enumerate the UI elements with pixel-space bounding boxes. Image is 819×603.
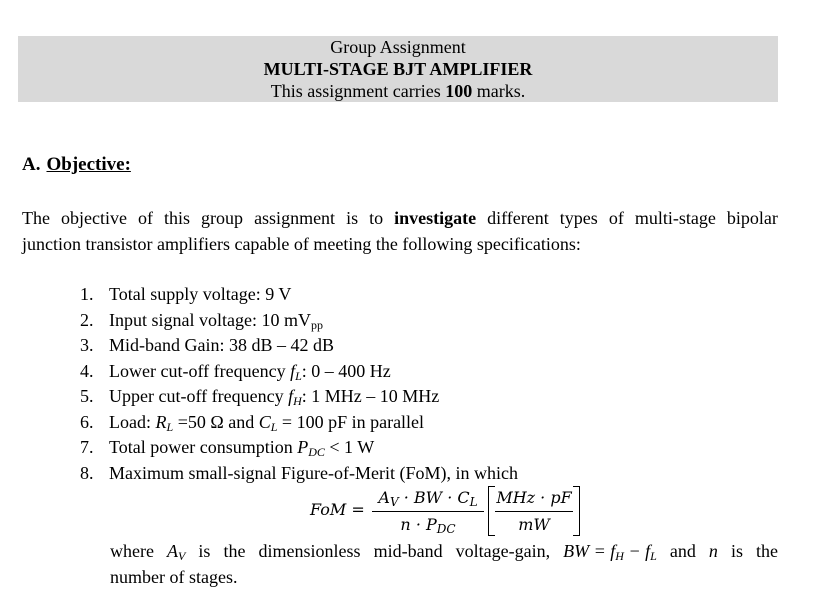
intro-word: group bbox=[201, 208, 244, 228]
spec-text-part: Lower cut-off frequency bbox=[109, 360, 291, 381]
subscript: V bbox=[389, 495, 399, 509]
spec-text bbox=[109, 410, 424, 436]
spec-text-part: : 0 – 400 Hz bbox=[301, 360, 391, 381]
subscript: L bbox=[270, 419, 278, 434]
intro-word: different bbox=[487, 208, 549, 228]
bracket-corner bbox=[489, 535, 495, 536]
spec-text-part: Upper cut-off frequency bbox=[109, 386, 289, 406]
spec-text bbox=[109, 435, 374, 461]
subscript: H bbox=[615, 549, 624, 563]
math-variable: P bbox=[297, 437, 309, 457]
unit-denominator: mW bbox=[518, 515, 550, 534]
intro-emphasis-word: investigate bbox=[394, 208, 477, 228]
intro-word: bipolar bbox=[726, 208, 778, 228]
subscript: V bbox=[178, 549, 186, 563]
list-item bbox=[80, 282, 780, 308]
intro-word: to bbox=[369, 208, 384, 228]
spec-text-part: : 1 MHz – 10 MHz bbox=[301, 386, 440, 406]
where-word: mid-band bbox=[373, 541, 443, 561]
spec-text-part: =50 Ω and bbox=[173, 411, 259, 432]
list-item bbox=[80, 333, 780, 359]
subscript: L bbox=[295, 368, 302, 383]
spec-text: Maximum small-signal Figure-of-Merit (FoM), in which bbox=[109, 462, 518, 483]
intro-word: assignment bbox=[254, 208, 336, 228]
marks-value: 100 bbox=[445, 81, 473, 101]
list-item bbox=[80, 308, 780, 334]
subscript: H bbox=[293, 394, 302, 408]
section-title: Objective: bbox=[46, 154, 131, 175]
math-variable: n bbox=[708, 541, 718, 561]
where-math bbox=[167, 538, 185, 564]
spec-text bbox=[109, 384, 439, 410]
bracket-corner bbox=[573, 535, 579, 536]
unit-numerator: MHz · pF bbox=[496, 488, 572, 507]
list-item bbox=[80, 435, 780, 461]
specification-list bbox=[80, 282, 780, 486]
where-paragraph bbox=[110, 538, 778, 590]
where-word: voltage-gain, bbox=[455, 541, 551, 561]
header-subtitle: Group Assignment bbox=[330, 37, 466, 57]
spec-text-part: = 100 pF in parallel bbox=[277, 411, 425, 432]
spec-text: Mid-band Gain: 38 dB – 42 dB bbox=[109, 335, 334, 355]
math-variable: C bbox=[457, 488, 470, 507]
header-title: MULTI-STAGE BJT AMPLIFIER bbox=[263, 59, 533, 79]
fraction-bar bbox=[495, 511, 573, 512]
assignment-header bbox=[18, 36, 778, 102]
subscript: L bbox=[166, 419, 174, 434]
spec-text-part: < 1 W bbox=[324, 437, 375, 457]
intro-line-1 bbox=[22, 205, 778, 231]
list-item bbox=[80, 461, 780, 487]
intro-word: multi-stage bbox=[634, 208, 716, 228]
intro-word: types bbox=[559, 208, 598, 228]
section-heading bbox=[22, 154, 131, 176]
list-number: 2. bbox=[80, 309, 94, 330]
bracket-corner bbox=[573, 486, 579, 487]
list-item bbox=[80, 384, 780, 410]
list-number: 7. bbox=[80, 437, 94, 457]
list-item bbox=[80, 410, 780, 436]
intro-word: The bbox=[22, 208, 50, 228]
marks-suffix: marks. bbox=[472, 81, 526, 101]
list-number: 5. bbox=[80, 386, 94, 406]
where-word: and bbox=[669, 541, 696, 561]
spec-text-part: Load: bbox=[109, 411, 156, 432]
list-item bbox=[80, 359, 780, 385]
where-word: is bbox=[730, 541, 743, 561]
where-math bbox=[563, 538, 657, 564]
math-variable: C bbox=[258, 411, 271, 432]
math-variable: A bbox=[167, 541, 179, 561]
formula-numerator bbox=[372, 486, 484, 510]
where-word: dimensionless bbox=[258, 541, 361, 561]
intro-word: of bbox=[608, 208, 624, 228]
subscript: DC bbox=[436, 522, 456, 536]
list-number: 1. bbox=[80, 284, 94, 304]
intro-word: is bbox=[346, 208, 359, 228]
list-number: 3. bbox=[80, 335, 94, 355]
list-number: 4. bbox=[80, 360, 94, 381]
formula-lhs: FoM = bbox=[310, 500, 365, 519]
subscript: pp bbox=[310, 317, 323, 332]
math-term: − f bbox=[623, 541, 651, 561]
where-word: the bbox=[756, 541, 778, 561]
unit-brackets bbox=[488, 486, 580, 536]
subscript: L bbox=[650, 549, 657, 563]
math-term: n · bbox=[400, 515, 426, 534]
math-variable: f bbox=[288, 386, 294, 406]
marks-prefix: This assignment carries bbox=[270, 81, 446, 101]
spec-text-part: Input signal voltage: 10 mV bbox=[109, 309, 311, 330]
formula-denominator bbox=[372, 513, 484, 537]
where-line-1 bbox=[110, 538, 778, 564]
math-variable: A bbox=[378, 488, 390, 507]
intro-word: of bbox=[138, 208, 153, 228]
where-line-2: number of stages. bbox=[110, 567, 238, 587]
formula-fraction bbox=[372, 486, 484, 537]
subscript: DC bbox=[308, 445, 325, 459]
math-variable: f bbox=[290, 360, 296, 381]
subscript: L bbox=[469, 495, 478, 509]
intro-paragraph bbox=[22, 205, 778, 257]
intro-line-2: junction transistor amplifiers capable of meeting the following specifications: bbox=[22, 234, 581, 254]
list-number: 8. bbox=[80, 462, 94, 483]
spec-text: Total supply voltage: 9 V bbox=[109, 284, 292, 304]
section-letter: A. bbox=[22, 154, 41, 175]
math-variable: P bbox=[425, 515, 437, 534]
where-word: is bbox=[198, 541, 211, 561]
where-word: where bbox=[110, 541, 154, 561]
intro-word: objective bbox=[61, 208, 127, 228]
spec-text bbox=[109, 308, 323, 334]
math-term: · BW · bbox=[398, 488, 458, 507]
where-word: the bbox=[223, 541, 246, 561]
bracket-corner bbox=[489, 486, 495, 487]
header-marks-line bbox=[18, 80, 778, 102]
math-term: BW = f bbox=[563, 541, 616, 561]
spec-text bbox=[109, 359, 391, 385]
fraction-bar bbox=[372, 511, 484, 512]
intro-word: this bbox=[164, 208, 191, 228]
spec-text-part: Total power consumption bbox=[109, 437, 298, 457]
list-number: 6. bbox=[80, 411, 94, 432]
math-variable: R bbox=[155, 411, 167, 432]
